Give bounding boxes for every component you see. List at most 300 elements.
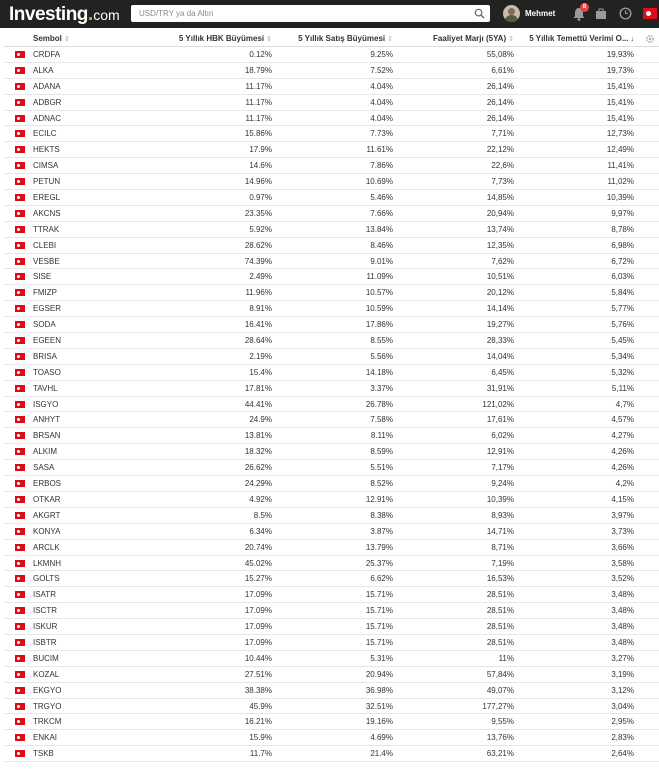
table-row[interactable] [4,730,659,746]
eps-growth-value: 18.32% [244,447,272,457]
operating-margin-value: 26,14% [486,113,514,123]
sales-growth-value: 20.94% [365,669,393,679]
table-row[interactable] [4,381,659,397]
operating-margin-value: 7,62% [491,256,514,266]
turkey-flag-icon [15,575,25,582]
eps-growth-value: 0.12% [249,50,272,59]
sales-growth-value: 5.56% [370,351,393,361]
operating-margin-value: 26,14% [486,97,514,107]
table-row[interactable] [4,556,659,572]
turkey-flag-icon [15,607,25,614]
sales-growth-value: 15.71% [365,622,393,632]
dividend-yield-value: 8,78% [611,224,634,234]
dividend-yield-value: 12,73% [606,129,634,139]
eps-growth-value: 28.62% [244,240,272,250]
table-row[interactable] [4,540,659,556]
operating-margin-value: 6,45% [491,367,514,377]
dividend-yield-value: 5,84% [611,288,634,298]
symbol-link[interactable]: ADANA [33,81,61,91]
symbol-link[interactable]: ECILC [33,129,57,139]
screener-table [4,32,659,762]
eps-growth-value: 15.27% [244,574,272,584]
table-row[interactable] [4,714,659,730]
operating-margin-value: 121,02% [482,399,514,409]
gear-icon[interactable] [645,34,655,44]
column-header-label: 5 Yıllık HBK Büyümesi [178,34,265,43]
eps-growth-value: 4.92% [249,494,272,504]
symbol-link[interactable]: VESBE [33,256,60,266]
table-row[interactable] [4,683,659,699]
eps-growth-value: 27.51% [244,669,272,679]
table-row[interactable] [4,142,659,158]
symbol-link[interactable]: SISE [33,272,52,282]
symbol-link[interactable]: ISBTR [33,637,57,647]
avatar-head [508,8,515,15]
notification-badge: 8 [580,3,589,12]
turkey-flag-icon [15,178,25,185]
eps-growth-value: 5.92% [249,224,272,234]
operating-margin-value: 20,94% [486,208,514,218]
turkey-flag-icon [15,385,25,392]
column-header-operating-margin[interactable] [433,32,514,47]
column-header-eps-growth[interactable] [179,32,272,47]
turkey-flag-icon [15,734,25,741]
turkey-flag-icon [15,210,25,217]
turkey-flag-icon [15,560,25,567]
operating-margin-value: 6,61% [491,65,514,75]
operating-margin-value: 28,51% [486,622,514,632]
dividend-yield-value: 19,73% [606,65,634,75]
table-row[interactable] [4,333,659,349]
eps-growth-value: 15.4% [249,367,272,377]
symbol-link[interactable]: TRGYO [33,701,62,711]
eps-growth-value: 18.79% [244,65,272,75]
table-row[interactable] [4,444,659,460]
symbol-link[interactable]: EGEEN [33,336,62,346]
symbol-link[interactable]: ADBGR [33,97,62,107]
eps-growth-value: 14.96% [244,177,272,187]
table-row[interactable] [4,635,659,651]
column-header-symbol[interactable] [33,32,70,47]
dividend-yield-value: 11,41% [607,161,634,171]
table-row[interactable] [4,222,659,238]
sales-growth-value: 8.59% [370,447,393,457]
symbol-link[interactable]: GOLTS [33,574,60,584]
symbol-link[interactable]: ARCLK [33,542,60,552]
operating-margin-value: 19,27% [486,320,514,330]
sort-icon: ⇕ [387,36,393,43]
sales-growth-value: 3.37% [370,383,393,393]
dividend-yield-value: 12,49% [606,145,634,155]
sales-growth-value: 4.04% [370,113,393,123]
turkey-flag-icon [15,591,25,598]
dividend-yield-value: 3,48% [611,590,634,600]
symbol-link[interactable]: ALKIM [33,447,58,457]
symbol-link[interactable]: PETUN [33,177,61,187]
operating-margin-value: 8,71% [491,542,514,552]
table-row[interactable] [4,476,659,492]
eps-growth-value: 2.19% [249,351,272,361]
logo-text: Investing [9,4,88,25]
table-row[interactable] [4,269,659,285]
sales-growth-value: 10.69% [365,177,393,187]
symbol-link[interactable]: AKGRT [33,510,61,520]
sort-icon: ⇕ [508,36,514,43]
eps-growth-value: 38.38% [244,685,272,695]
turkey-flag-icon[interactable] [643,8,657,19]
operating-margin-value: 10,39% [486,494,514,504]
sales-growth-value: 4.69% [370,733,393,743]
dividend-yield-value: 3,04% [611,701,634,711]
turkey-flag-icon [15,258,25,265]
table-row[interactable] [4,349,659,365]
eps-growth-value: 10.44% [244,653,272,663]
eps-growth-value: 24.9% [249,415,272,425]
dividend-yield-value: 3,48% [611,622,634,632]
operating-margin-value: 55,08% [486,50,514,59]
dividend-yield-value: 3,19% [611,669,634,679]
table-row[interactable] [4,301,659,317]
table-row[interactable] [4,587,659,603]
sales-growth-value: 9.01% [370,256,393,266]
operating-margin-value: 14,71% [486,526,514,536]
dividend-yield-value: 3,12% [611,685,634,695]
eps-growth-value: 11.17% [245,113,272,123]
sales-growth-value: 10.57% [365,288,393,298]
operating-margin-value: 177,27% [482,701,514,711]
sales-growth-value: 4.04% [370,81,393,91]
dividend-yield-value: 3,27% [611,653,634,663]
operating-margin-value: 14,85% [486,193,514,203]
table-row[interactable] [4,254,659,270]
table-row[interactable] [4,285,659,301]
sales-growth-value: 11.09% [366,272,393,282]
table-row[interactable] [4,365,659,381]
symbol-link[interactable]: OTKAR [33,494,61,504]
symbol-link[interactable]: EGSER [33,304,62,314]
symbol-link[interactable]: BRSAN [33,431,61,441]
column-header-label: Sembol [33,34,62,43]
sales-growth-value: 9.25% [370,50,393,59]
turkey-flag-icon [15,289,25,296]
top-navigation-bar [0,0,659,28]
dividend-yield-value: 3,73% [611,526,634,536]
table-row[interactable] [4,206,659,222]
dividend-yield-value: 4,2% [615,479,634,489]
turkey-flag-icon [15,130,25,137]
table-row[interactable] [4,47,659,63]
column-header-dividend-yield[interactable] [529,32,634,47]
sales-growth-value: 3.87% [370,526,393,536]
table-row[interactable] [4,428,659,444]
dividend-yield-value: 15,41% [606,81,634,91]
sales-growth-value: 25.37% [365,558,393,568]
dividend-yield-value: 4,26% [611,447,634,457]
table-row[interactable] [4,238,659,254]
turkey-flag-icon [15,544,25,551]
dividend-yield-value: 5,77% [611,304,634,314]
operating-margin-value: 20,12% [486,288,514,298]
dividend-yield-value: 19,93% [606,50,634,59]
clock-icon[interactable] [619,7,632,20]
table-row[interactable] [4,571,659,587]
eps-growth-value: 17.09% [244,637,272,647]
symbol-link[interactable]: TOASO [33,367,61,377]
logo-suffix: com [93,7,120,23]
turkey-flag-icon [15,480,25,487]
sales-growth-value: 7.66% [370,208,393,218]
turkey-flag-icon [15,401,25,408]
search-box [131,5,490,22]
eps-growth-value: 45.02% [244,558,272,568]
symbol-link[interactable]: KONYA [33,526,61,536]
sales-growth-value: 4.04% [370,97,393,107]
symbol-link[interactable]: ISCTR [33,606,57,616]
operating-margin-value: 6,02% [491,431,514,441]
eps-growth-value: 15.9% [249,733,272,743]
sales-growth-value: 15.71% [365,590,393,600]
operating-margin-value: 28,51% [486,637,514,647]
dividend-yield-value: 3,58% [611,558,634,568]
search-icon[interactable] [474,8,485,19]
sales-growth-value: 14.18% [365,367,393,377]
table-row[interactable] [4,667,659,683]
turkey-flag-icon [15,115,25,122]
symbol-link[interactable]: ADNAC [33,113,62,123]
avatar[interactable] [503,5,520,22]
dividend-yield-value: 6,03% [611,272,634,282]
sales-growth-value: 8.55% [370,336,393,346]
sort-icon: ⇕ [63,36,70,43]
symbol-link[interactable]: ERBOS [33,479,62,489]
sales-growth-value: 8.11% [370,431,393,441]
dividend-yield-value: 4,15% [611,494,634,504]
eps-growth-value: 26.62% [244,463,272,473]
eps-growth-value: 0.97% [249,193,272,203]
dividend-yield-value: 6,72% [611,256,634,266]
symbol-link[interactable]: AKCNS [33,208,61,218]
symbol-link[interactable]: TSKB [33,749,54,759]
symbol-link[interactable]: CLEBI [33,240,57,250]
operating-margin-value: 22,6% [491,161,514,171]
dividend-yield-value: 5,11% [611,383,634,393]
turkey-flag-icon [15,703,25,710]
operating-margin-value: 9,24% [491,479,514,489]
symbol-link[interactable]: ALKA [33,65,54,75]
turkey-flag-icon [15,671,25,678]
investing-logo[interactable] [9,4,120,24]
table-row[interactable] [4,111,659,127]
sales-growth-value: 26.78% [365,399,393,409]
sales-growth-value: 7.86% [370,161,393,171]
eps-growth-value: 17.09% [244,606,272,616]
symbol-link[interactable]: ISGYO [33,399,59,409]
table-row[interactable] [4,63,659,79]
eps-growth-value: 11.17% [245,81,272,91]
turkey-flag-icon [15,162,25,169]
dividend-yield-value: 9,97% [611,208,634,218]
symbol-link[interactable]: BUCIM [33,653,59,663]
dividend-yield-value: 4,26% [611,463,634,473]
sales-growth-value: 13.79% [365,542,393,552]
symbol-link[interactable]: TTRAK [33,224,60,234]
symbol-link[interactable]: ISKUR [33,622,58,632]
sales-growth-value: 17.86% [365,320,393,330]
dividend-yield-value: 5,45% [611,336,634,346]
symbol-link[interactable]: SODA [33,320,56,330]
operating-margin-value: 7,71% [491,129,514,139]
sales-growth-value: 8.52% [370,479,393,489]
dividend-yield-value: 5,32% [611,367,634,377]
symbol-link[interactable]: CRDFA [33,50,61,59]
operating-margin-value: 12,91% [486,447,514,457]
operating-margin-value: 14,14% [486,304,514,314]
turkey-flag-icon [15,448,25,455]
symbol-link[interactable]: BRISA [33,351,58,361]
eps-growth-value: 15.86% [244,129,272,139]
turkey-flag-icon [15,305,25,312]
table-row[interactable] [4,603,659,619]
operating-margin-value: 10,51% [486,272,514,282]
eps-growth-value: 14.6% [249,161,272,171]
dividend-yield-value: 2,95% [611,717,634,727]
eps-growth-value: 16.21% [244,717,272,727]
symbol-link[interactable]: ENKAI [33,733,58,743]
symbol-link[interactable]: ISATR [33,590,56,600]
turkey-flag-icon [15,687,25,694]
eps-growth-value: 2.49% [249,272,272,282]
turkey-flag-icon [15,432,25,439]
dividend-yield-value: 5,76% [611,320,634,330]
turkey-flag-icon [15,321,25,328]
turkey-flag-icon [15,369,25,376]
symbol-link[interactable]: EKGYO [33,685,62,695]
operating-margin-value: 14,04% [486,351,514,361]
dividend-yield-value: 15,41% [606,97,634,107]
operating-margin-value: 12,35% [486,240,514,250]
dividend-yield-value: 4,27% [611,431,634,441]
eps-growth-value: 44.41% [244,399,272,409]
table-row[interactable] [4,174,659,190]
symbol-link[interactable]: SASA [33,463,55,473]
table-row[interactable] [4,317,659,333]
symbol-link[interactable]: ANHYT [33,415,61,425]
sales-growth-value: 5.51% [370,463,393,473]
table-row[interactable] [4,158,659,174]
sales-growth-value: 15.71% [365,637,393,647]
sales-growth-value: 10.59% [365,304,393,314]
column-header-sales-growth[interactable] [298,32,393,47]
dividend-yield-value: 3,97% [611,510,634,520]
table-row[interactable] [4,190,659,206]
user-name[interactable]: Mehmet [525,9,556,18]
portfolio-icon[interactable] [595,8,607,20]
table-row[interactable] [4,460,659,476]
eps-growth-value: 17.09% [244,590,272,600]
table-row[interactable] [4,412,659,428]
table-row[interactable] [4,508,659,524]
table-row[interactable] [4,492,659,508]
symbol-link[interactable]: KOZAL [33,669,60,679]
eps-growth-value: 23.35% [244,208,272,218]
operating-margin-value: 8,93% [491,510,514,520]
eps-growth-value: 11.96% [245,288,272,298]
dividend-yield-value: 2,83% [611,733,634,743]
operating-margin-value: 49,07% [486,685,514,695]
turkey-flag-icon [15,67,25,74]
table-row[interactable] [4,524,659,540]
turkey-flag-icon [15,51,25,58]
table-row[interactable] [4,619,659,635]
sales-growth-value: 6.62% [370,574,393,584]
sales-growth-value: 19.16% [365,717,393,727]
symbol-link[interactable]: HEKTS [33,145,60,155]
table-row[interactable] [4,699,659,715]
turkey-flag-icon [15,99,25,106]
dividend-yield-value: 3,48% [611,606,634,616]
symbol-link[interactable]: LKMNH [33,558,62,568]
turkey-flag-icon [15,353,25,360]
symbol-link[interactable]: TRKCM [33,717,62,727]
symbol-link[interactable]: CIMSA [33,161,59,171]
table-row[interactable] [4,95,659,111]
operating-margin-value: 7,73% [491,177,514,187]
dividend-yield-value: 11,02% [607,177,634,187]
column-header-label: 5 Yıllık Satış Büyümesi [298,34,386,43]
table-row[interactable] [4,126,659,142]
sales-growth-value: 5.46% [370,193,393,203]
avatar-body [505,15,518,22]
eps-growth-value: 20.74% [244,542,272,552]
search-input[interactable] [131,5,466,22]
table-row[interactable] [4,79,659,95]
sales-growth-value: 8.46% [370,240,393,250]
eps-growth-value: 28.64% [244,336,272,346]
eps-growth-value: 13.81% [244,431,272,441]
symbol-link[interactable]: TAVHL [33,383,58,393]
operating-margin-value: 11% [498,653,514,663]
symbol-link[interactable]: FMIZP [33,288,57,298]
sort-descending-icon: ↓ [630,36,634,43]
eps-growth-value: 17.81% [244,383,272,393]
sales-growth-value: 11.61% [366,145,393,155]
eps-growth-value: 11.7% [249,749,272,759]
table-row[interactable] [4,651,659,667]
operating-margin-value: 57,84% [486,669,514,679]
dividend-yield-value: 10,39% [606,193,634,203]
table-row[interactable] [4,397,659,413]
operating-margin-value: 22,12% [486,145,514,155]
dividend-yield-value: 15,41% [606,113,634,123]
table-row[interactable] [4,746,659,762]
dividend-yield-value: 5,34% [611,351,634,361]
symbol-link[interactable]: EREGL [33,193,61,203]
turkey-flag-icon [15,226,25,233]
operating-margin-value: 16,53% [486,574,514,584]
dividend-yield-value: 2,64% [611,749,634,759]
dividend-yield-value: 4,57% [611,415,634,425]
operating-margin-value: 28,33% [486,336,514,346]
sales-growth-value: 7.52% [370,65,393,75]
sales-growth-value: 32.51% [365,701,393,711]
eps-growth-value: 11.17% [245,97,272,107]
operating-margin-value: 7,17% [491,463,514,473]
turkey-flag-icon [15,194,25,201]
column-header-label: Faaliyet Marjı (5YA) [433,34,507,43]
turkey-flag-icon [15,528,25,535]
sales-growth-value: 12.91% [365,494,393,504]
table-header-row [4,32,659,47]
